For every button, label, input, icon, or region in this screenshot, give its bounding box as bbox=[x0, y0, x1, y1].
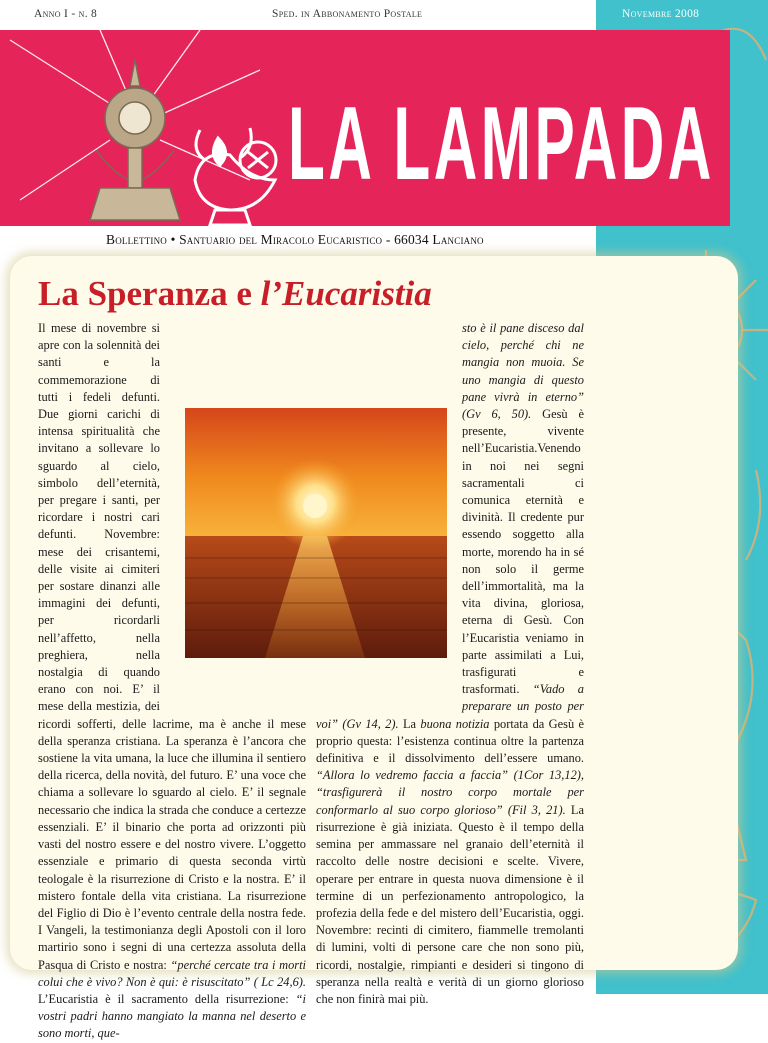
article-title-plain: La Speranza e bbox=[38, 274, 261, 313]
quote: “perché cercate tra i morti colui che è vivo? Non è qui: è risuscitato” ( Lc 24,6). bbox=[38, 957, 306, 989]
newsletter-title: LA LAMPADA bbox=[288, 86, 715, 202]
subtitle-location: (Chieti) bbox=[487, 232, 531, 247]
article-title-italic: l’Eucaristia bbox=[260, 274, 432, 313]
quote: “Vado a preparare un posto per voi” (Gv 14, 2). bbox=[316, 682, 584, 731]
sunset-photo bbox=[185, 408, 447, 658]
subtitle-text: Bollettino • Santuario del Miracolo Eucaristico - 66034 Lanciano bbox=[106, 232, 484, 247]
postal-notice: Sped. in Abbonamento Postale bbox=[272, 8, 423, 20]
paragraph: Gesù è presente, vivente nell’Eucaristia.Venendo in noi nei segni sacramentali ci comunica eternità e divinità. Il credente pur essendo soggetto alla morte, morendo ha in sé non solo il germe dell’immortalità, ma la vita divina, gloriosa, eterna di Gesù. Con l’Eucaristia veniamo in parte assimilati a Lui, trasfigurati e trasformati. bbox=[462, 407, 584, 697]
quote: “Allora lo vedremo faccia a faccia” (1Cor 13,12), “trasfigurerà il nostro corpo mortale per conformarlo al suo corpo glorioso” (Fil 3, 21). bbox=[316, 768, 584, 817]
paragraph: portata da Gesù è proprio questa: l’esistenza continua oltre la partenza definitiva e il dissolvimento dell’essere umano. bbox=[316, 716, 584, 766]
issue-number: Anno I - n. 8 bbox=[34, 8, 98, 20]
paragraph: L’Eucaristia è il sacramento della risurrezione: bbox=[38, 991, 296, 1006]
paragraph: Il mese di novembre si apre con la solennità dei santi e la commemorazione di tutti i fedeli defunti. Due giorni carichi di intensa spiritualità che invitano a sollevare lo sguardo al cielo, simbolo dell’eternità, per pregare i santi, per ricordare i nostri cari defunti. Novembre: mese dei crisantemi, delle visite ai cimiteri per sostare dinanzi alle immagini dei defunti, per ricordarli nell’affetto, nella preghiera, nella nostalgia di quando erano con noi. E’ il mese della mestizia, dei ricordi sofferti, delle lacrime, ma è anche il mese della speranza cristiana. La speranza è l’ancora che sostiene la vita umana, la luce che illumina il sentiero della ricerca, della novità, del futuro. E’ una voce che chiama a sollevare lo sguardo al cielo. E’ il segnale necessario che indica la strada che conduce a certezze essenziali. E’ il binario che porta ad orizzonti più vasti del nostro essere e del nostro vivere. L’oggetto essenziale e primario di questa seconda virtù teologale è la risurrezione di Cristo e la nostra. E’ il mistero fontale della vita cristiana. La risurrezione del Figlio di Dio è l’evento centrale della nostra fede. I Vangeli, la testimonianza degli Apostoli con il loro martirio sono i segni di una certezza assoluta della Pasqua di Cristo e nostra: bbox=[38, 321, 306, 972]
quote: “i vostri padri hanno mangiato la manna nel deserto e sono morti, que- bbox=[38, 991, 306, 1041]
article-title bbox=[38, 274, 432, 314]
monstrance-image bbox=[90, 60, 180, 220]
newsletter-subtitle bbox=[106, 232, 536, 248]
masthead bbox=[0, 30, 730, 226]
oil-lamp-logo bbox=[195, 128, 276, 225]
quote: buona notizia bbox=[420, 716, 490, 731]
issue-date: Novembre 2008 bbox=[622, 8, 700, 20]
quote: sto è il pane disceso dal cielo, perché chi ne mangia non muoia. Se uno mangia di questo pane vivrà in eterno” (Gv 6, 50). bbox=[462, 321, 584, 422]
paragraph: La bbox=[398, 716, 421, 731]
paragraph: La risurrezione è già iniziata. Questo è il tempo della semina per ammassare nel granaio dell’eternità il raccolto delle nostre decisioni e scelte. Vivere, operare per entrare in questa nuova dimensione è il termine di un perfezionamento antropologico, la profezia della fede e del mistero dell’Eucaristia, oggi. Novembre: recinti di cimitero, fiammelle tremolanti di lumini, volti di persone care che non sono più, ricordi, nostalgie, rimpianti e desideri si tingono di speranza nella realtà e verità di un giorno glorioso che non finirà mai più. bbox=[316, 802, 584, 1006]
